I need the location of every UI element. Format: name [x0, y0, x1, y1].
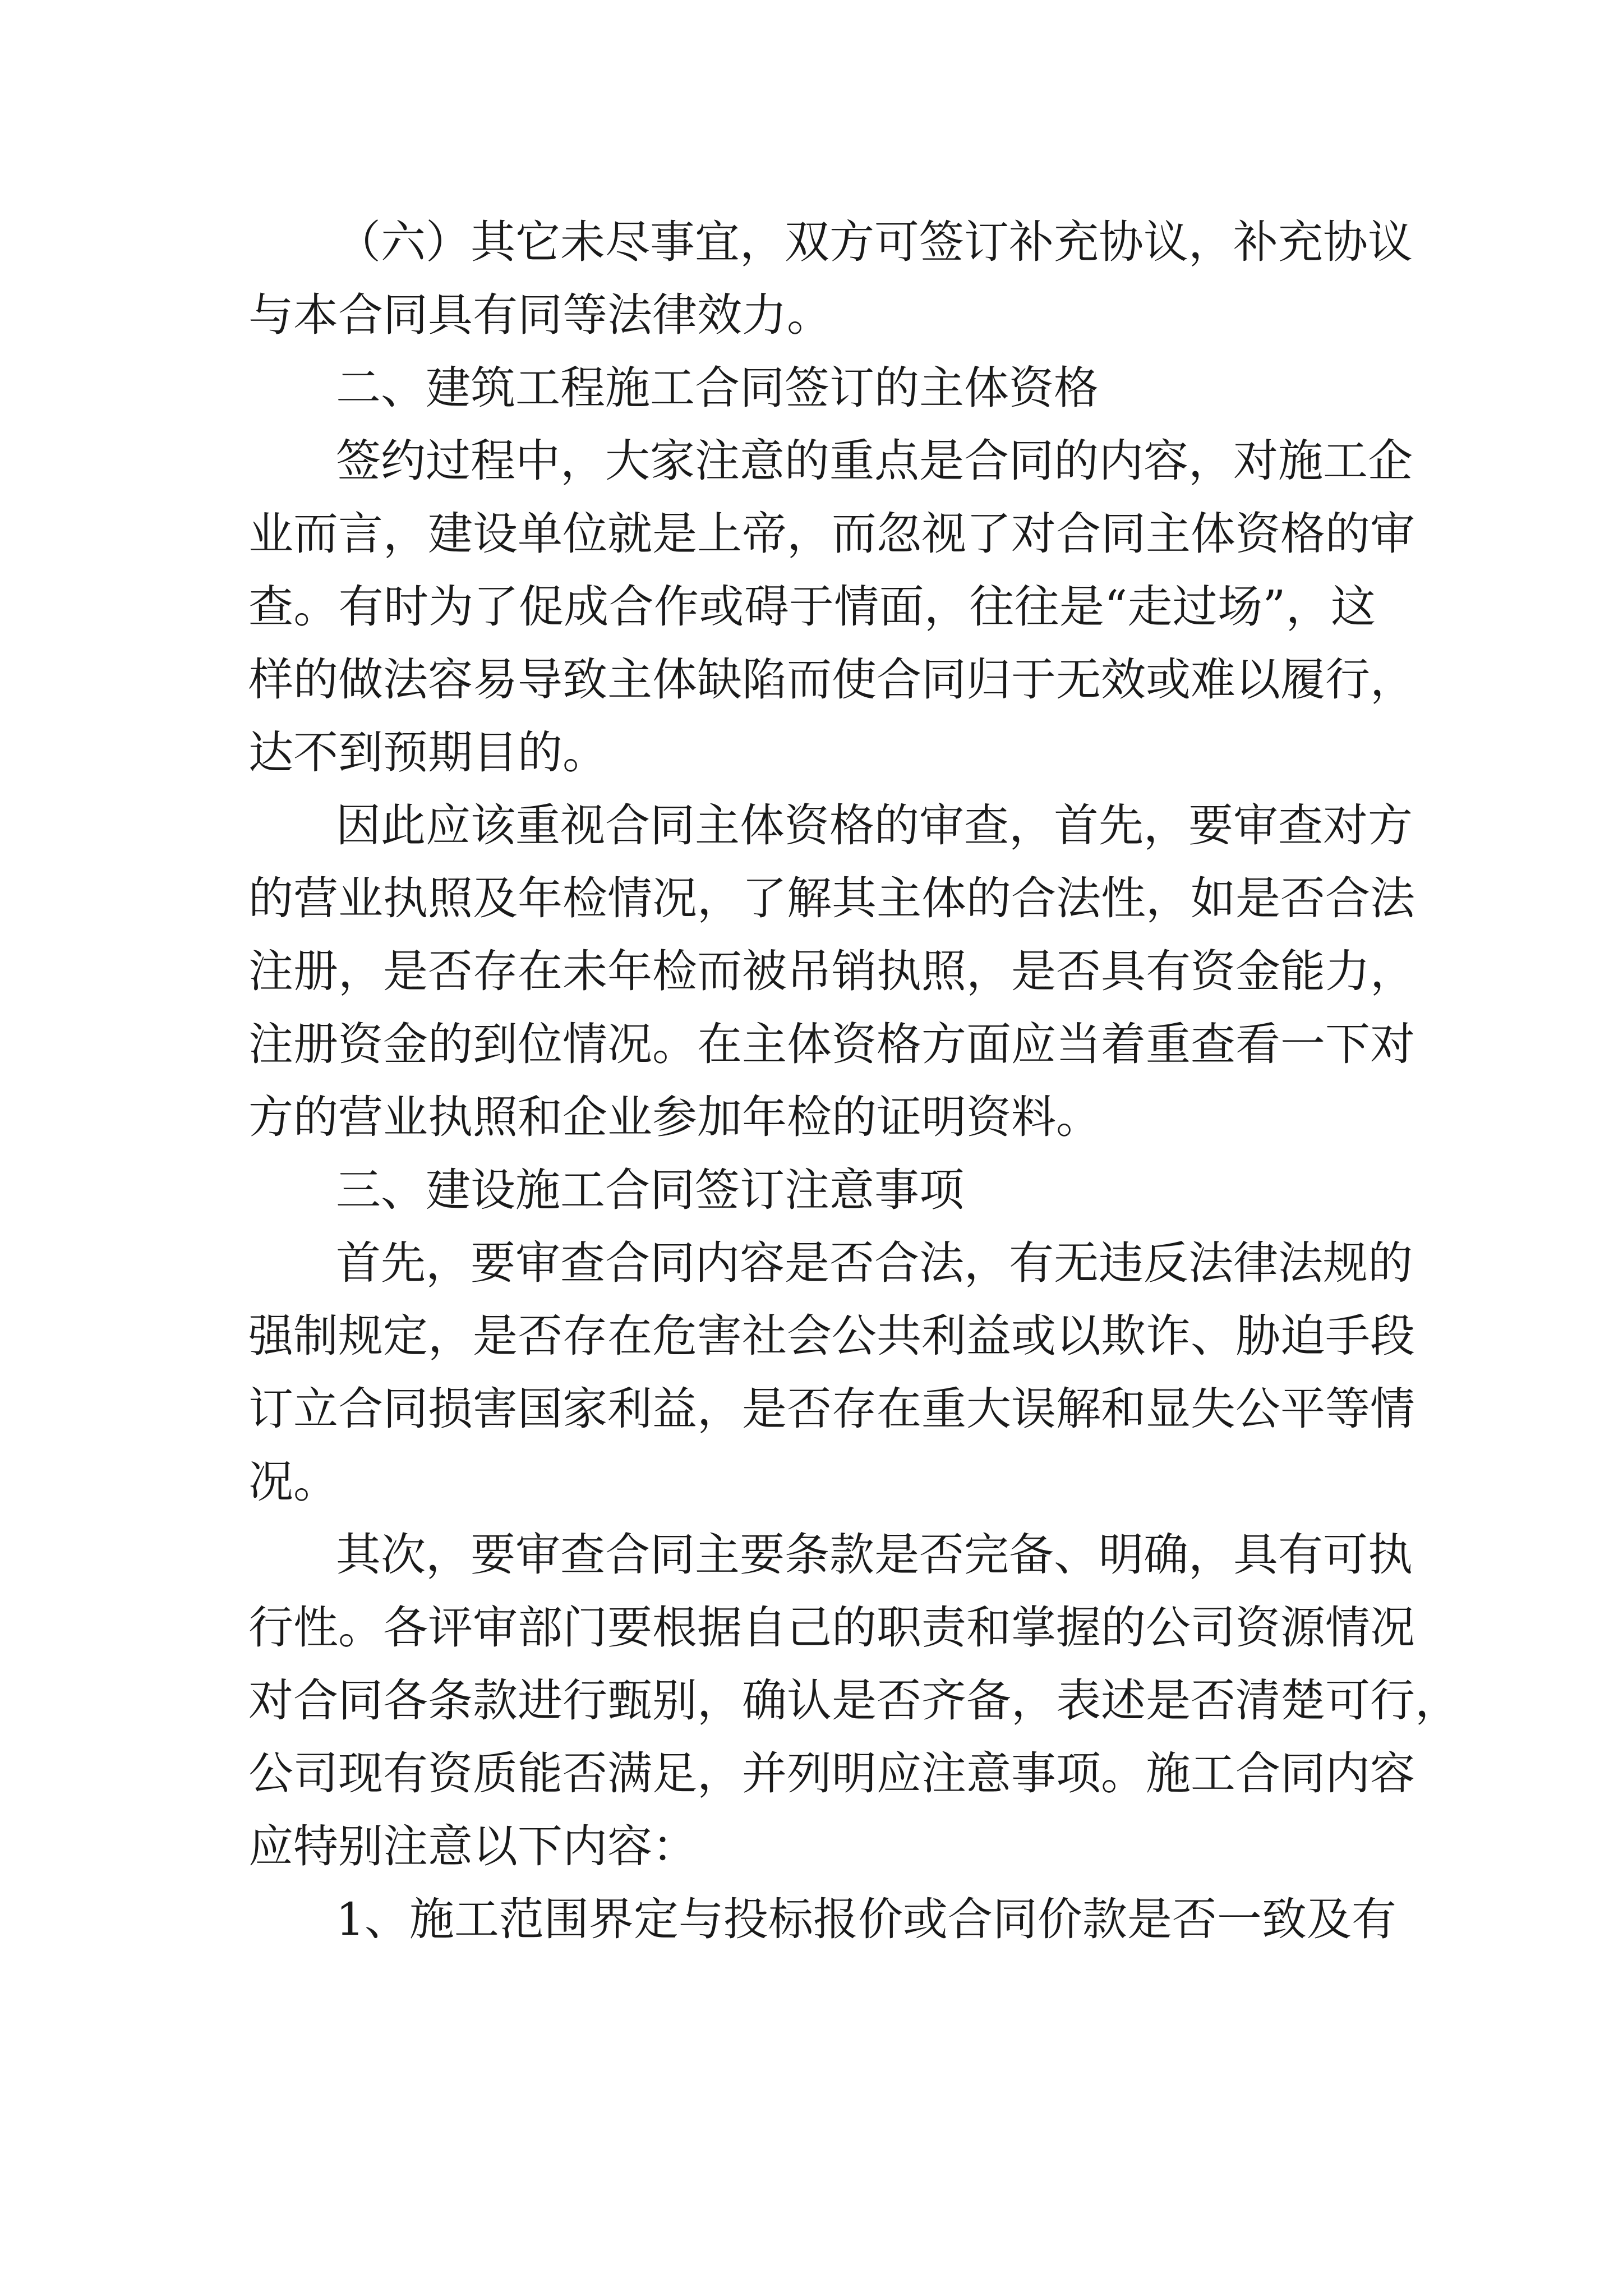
text-line: 达不到预期目的。	[248, 726, 607, 779]
text-line: 与本合同具有同等法律效力。	[248, 289, 832, 341]
text-line: 订立合同损害国家利益，是否存在重大误解和显失公平等情	[248, 1383, 1415, 1435]
text-line: 的营业执照及年检情况，了解其主体的合法性，如是否合法	[248, 872, 1415, 924]
text-line: 况。	[248, 1456, 338, 1508]
text-line: 样的做法容易导致主体缺陷而使合同归于无效或难以履行，	[248, 654, 1415, 706]
text-line: 注册，是否存在未年检而被吊销执照，是否具有资金能力，	[248, 945, 1415, 997]
text-line: 其次，要审查合同主要条款是否完备、明确，具有可执	[336, 1529, 1413, 1581]
text-line: 查。有时为了促成合作或碍于情面，往往是“走过场”，这	[248, 581, 1376, 633]
text-line: 签约过程中，大家注意的重点是合同的内容，对施工企	[336, 435, 1413, 487]
text-line: 1、施工范围界定与投标报价或合同价款是否一致及有	[336, 1893, 1396, 1945]
section-heading: 三、建设施工合同签订注意事项	[336, 1164, 964, 1216]
text-line: 行性。各评审部门要根据自己的职责和掌握的公司资源情况	[248, 1602, 1415, 1654]
text-line: （六）其它未尽事宜，双方可签订补充协议，补充协议	[336, 216, 1413, 268]
text-line: 强制规定，是否存在危害社会公共利益或以欺诈、胁迫手段	[248, 1310, 1415, 1362]
text-line: 注册资金的到位情况。在主体资格方面应当着重查看一下对	[248, 1018, 1415, 1070]
text-line: 首先，要审查合同内容是否合法，有无违反法律法规的	[336, 1237, 1413, 1289]
text-line: 应特别注意以下内容：	[248, 1820, 697, 1872]
text-line: 因此应该重视合同主体资格的审查，首先，要审查对方	[336, 799, 1413, 852]
text-line: 公司现有资质能否满足，并列明应注意事项。施工合同内容	[248, 1747, 1415, 1800]
section-heading: 二、建筑工程施工合同签订的主体资格	[336, 362, 1099, 414]
text-line: 业而言，建设单位就是上帝，而忽视了对合同主体资格的审	[248, 508, 1415, 560]
text-line: 方的营业执照和企业参加年检的证明资料。	[248, 1091, 1101, 1143]
text-line: 对合同各条款进行甄别，确认是否齐备，表述是否清楚可行，	[248, 1674, 1460, 1727]
